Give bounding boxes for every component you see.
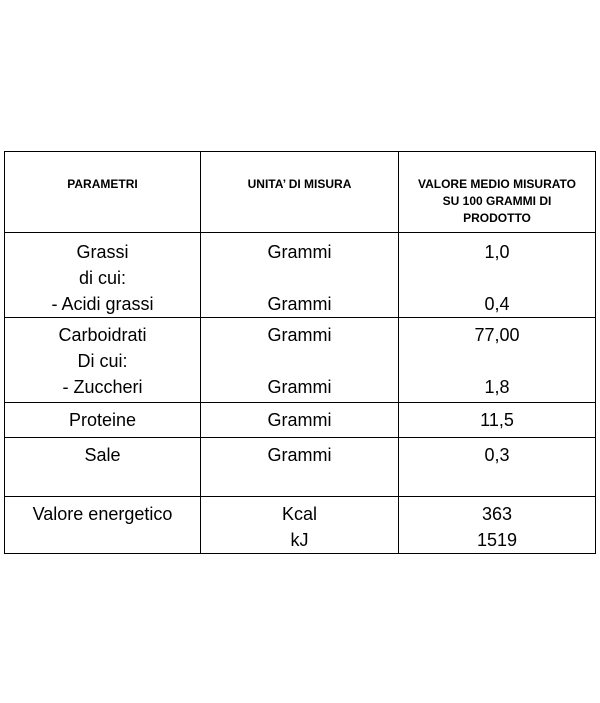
param-grassi-dicui: di cui:: [78, 268, 127, 288]
cell-unit-energia: [201, 497, 399, 554]
param-valore-energetico: Valore energetico: [32, 504, 173, 524]
param-grassi: Grassi: [76, 242, 129, 262]
unit-kj: kJ: [290, 530, 309, 550]
cell-value-proteine: [399, 403, 596, 438]
header-valore: [399, 152, 596, 233]
unit-grassi: Grammi: [267, 242, 332, 262]
header-unita-label: UNITA’ DI MISURA: [247, 177, 352, 191]
param-proteine: Proteine: [68, 410, 137, 430]
cell-value-energia: [399, 497, 596, 554]
value-sale: 0,3: [484, 445, 510, 465]
param-carboidrati-dicui: Di cui:: [77, 351, 128, 371]
header-valore-line2: SU 100 GRAMMI DI: [442, 194, 552, 208]
value-zuccheri: 1,8: [484, 377, 510, 397]
value-acidi-grassi: 0,4: [484, 294, 510, 314]
header-unita: [201, 152, 399, 233]
param-zuccheri: - Zuccheri: [62, 377, 143, 397]
cell-param-sale: [5, 438, 201, 497]
table-row-carboidrati: [5, 318, 596, 403]
cell-unit-proteine: [201, 403, 399, 438]
param-acidi-grassi: - Acidi grassi: [51, 294, 154, 314]
cell-unit-carboidrati: [201, 318, 399, 403]
unit-carboidrati: Grammi: [267, 325, 332, 345]
header-parametri-label: PARAMETRI: [67, 177, 138, 191]
value-carboidrati: 77,00: [474, 325, 520, 345]
value-kcal: 363: [481, 504, 513, 524]
header-valore-line1: VALORE MEDIO MISURATO: [417, 177, 576, 191]
header-valore-line3: PRODOTTO: [463, 211, 531, 225]
header-row: [5, 152, 596, 233]
param-sale: Sale: [84, 445, 121, 465]
header-valore-label: [399, 152, 595, 227]
cell-param-energia: [5, 497, 201, 554]
unit-sale: Grammi: [267, 445, 332, 465]
cell-unit-sale: [201, 438, 399, 497]
value-grassi: 1,0: [484, 242, 510, 262]
unit-kcal: Kcal: [281, 504, 317, 524]
value-kj: 1519: [476, 530, 518, 550]
cell-value-sale: [399, 438, 596, 497]
unit-proteine: Grammi: [267, 410, 332, 430]
table-row-proteine: [5, 403, 596, 438]
table-row-sale: [5, 438, 596, 497]
cell-param-grassi: [5, 233, 201, 318]
unit-acidi-grassi: Grammi: [267, 294, 332, 314]
table-row-grassi: [5, 233, 596, 318]
cell-value-carboidrati: [399, 318, 596, 403]
nutrition-table: [4, 151, 596, 554]
unit-zuccheri: Grammi: [267, 377, 332, 397]
cell-param-carboidrati: [5, 318, 201, 403]
table-row-valore-energetico: [5, 497, 596, 554]
param-carboidrati: Carboidrati: [58, 325, 147, 345]
value-proteine: 11,5: [480, 410, 514, 430]
cell-value-grassi: [399, 233, 596, 318]
header-parametri: [5, 152, 201, 233]
cell-unit-grassi: [201, 233, 399, 318]
cell-param-proteine: [5, 403, 201, 438]
